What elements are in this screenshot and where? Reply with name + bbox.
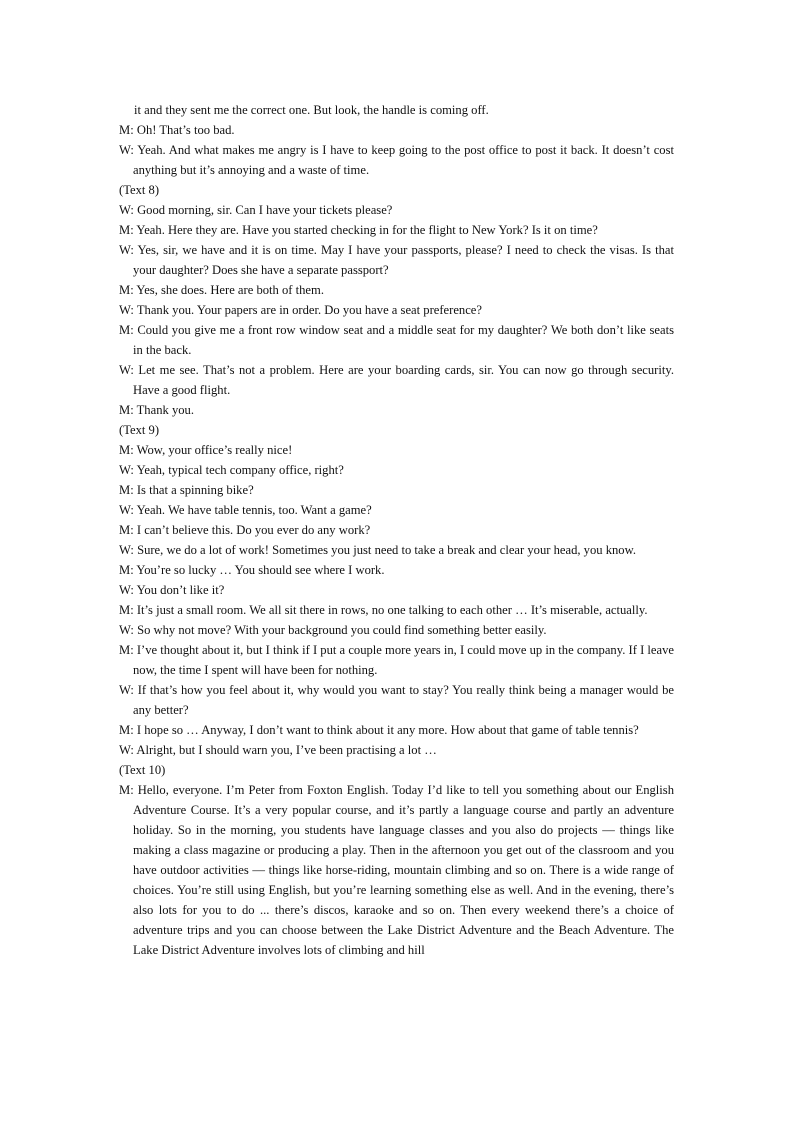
dialogue-line: M: Yes, she does. Here are both of them.	[119, 283, 324, 297]
section-label: (Text 8)	[119, 183, 160, 197]
dialogue-line: W: You don’t like it?	[119, 583, 225, 597]
dialogue-line: M: Yeah. Here they are. Have you started checking in for the flight to New York? Is it on time?	[119, 223, 598, 237]
dialogue-line: M: It’s just a small room. We all sit there in rows, no one talking to each other … It’s miserable, actually.	[119, 603, 648, 617]
dialogue-line: W: Let me see. That’s not a problem. Here are your boarding cards, sir. You can now go through security. Have a good flight.	[119, 363, 674, 397]
dialogue-line: W: Sure, we do a lot of work! Sometimes you just need to take a break and clear your head, you know.	[119, 543, 637, 557]
dialogue-line: M: I can’t believe this. Do you ever do any work?	[119, 523, 371, 537]
dialogue-line: W: Alright, but I should warn you, I’ve been practising a lot …	[119, 743, 437, 757]
dialogue-line: W: Yeah. And what makes me angry is I have to keep going to the post office to post it back. It doesn’t cost anything but it’s annoying and a waste of time.	[119, 143, 674, 177]
dialogue-continuation: it and they sent me the correct one. But look, the handle is coming off.	[134, 103, 489, 117]
dialogue-line: M: Oh! That’s too bad.	[119, 123, 235, 137]
dialogue-line: M: Thank you.	[119, 403, 194, 417]
transcript-page	[119, 100, 674, 960]
dialogue-line: W: Thank you. Your papers are in order. Do you have a seat preference?	[119, 303, 482, 317]
dialogue-line: M: Is that a spinning bike?	[119, 483, 254, 497]
dialogue-line: M: Hello, everyone. I’m Peter from Foxton English. Today I’d like to tell you something about our English Adventure Course. It’s a very popular course, and it’s partly a language course and partly an adventure holiday. So in the morning, you students have language classes and you also do projects — things like making a class magazine or producing a play. Then in the afternoon you get out of the classroom and you have outdoor activities — things like horse-riding, mountain climbing and so on. There is a wide range of choices. You’re still using English, but you’re learning something else as well. And in the evening, there’s also lots for you to do ... there’s discos, karaoke and so on. Then every weekend there’s a choice of adventure trips and you can choose between the Lake District Adventure and the Beach Adventure. The Lake District Adventure involves lots of climbing and hill	[119, 783, 674, 957]
section-label: (Text 9)	[119, 423, 160, 437]
dialogue-line: M: I’ve thought about it, but I think if I put a couple more years in, I could move up in the company. If I leave now, the time I spent will have been for nothing.	[119, 643, 674, 677]
dialogue-line: M: You’re so lucky … You should see where I work.	[119, 563, 385, 577]
dialogue-line: M: Could you give me a front row window seat and a middle seat for my daughter? We both don’t like seats in the back.	[119, 323, 674, 357]
dialogue-line: W: Yeah, typical tech company office, right?	[119, 463, 344, 477]
dialogue-line: W: Yeah. We have table tennis, too. Want a game?	[119, 503, 372, 517]
dialogue-line: W: So why not move? With your background you could find something better easily.	[119, 623, 547, 637]
section-label: (Text 10)	[119, 763, 166, 777]
transcript-body	[119, 100, 674, 960]
dialogue-line: W: Good morning, sir. Can I have your tickets please?	[119, 203, 393, 217]
dialogue-line: W: Yes, sir, we have and it is on time. May I have your passports, please? I need to check the visas. Is that your daughter? Does she have a separate passport?	[119, 243, 674, 277]
dialogue-line: M: I hope so … Anyway, I don’t want to think about it any more. How about that game of table tennis?	[119, 723, 639, 737]
dialogue-line: M: Wow, your office’s really nice!	[119, 443, 293, 457]
dialogue-line: W: If that’s how you feel about it, why would you want to stay? You really think being a manager would be any better?	[119, 683, 674, 717]
